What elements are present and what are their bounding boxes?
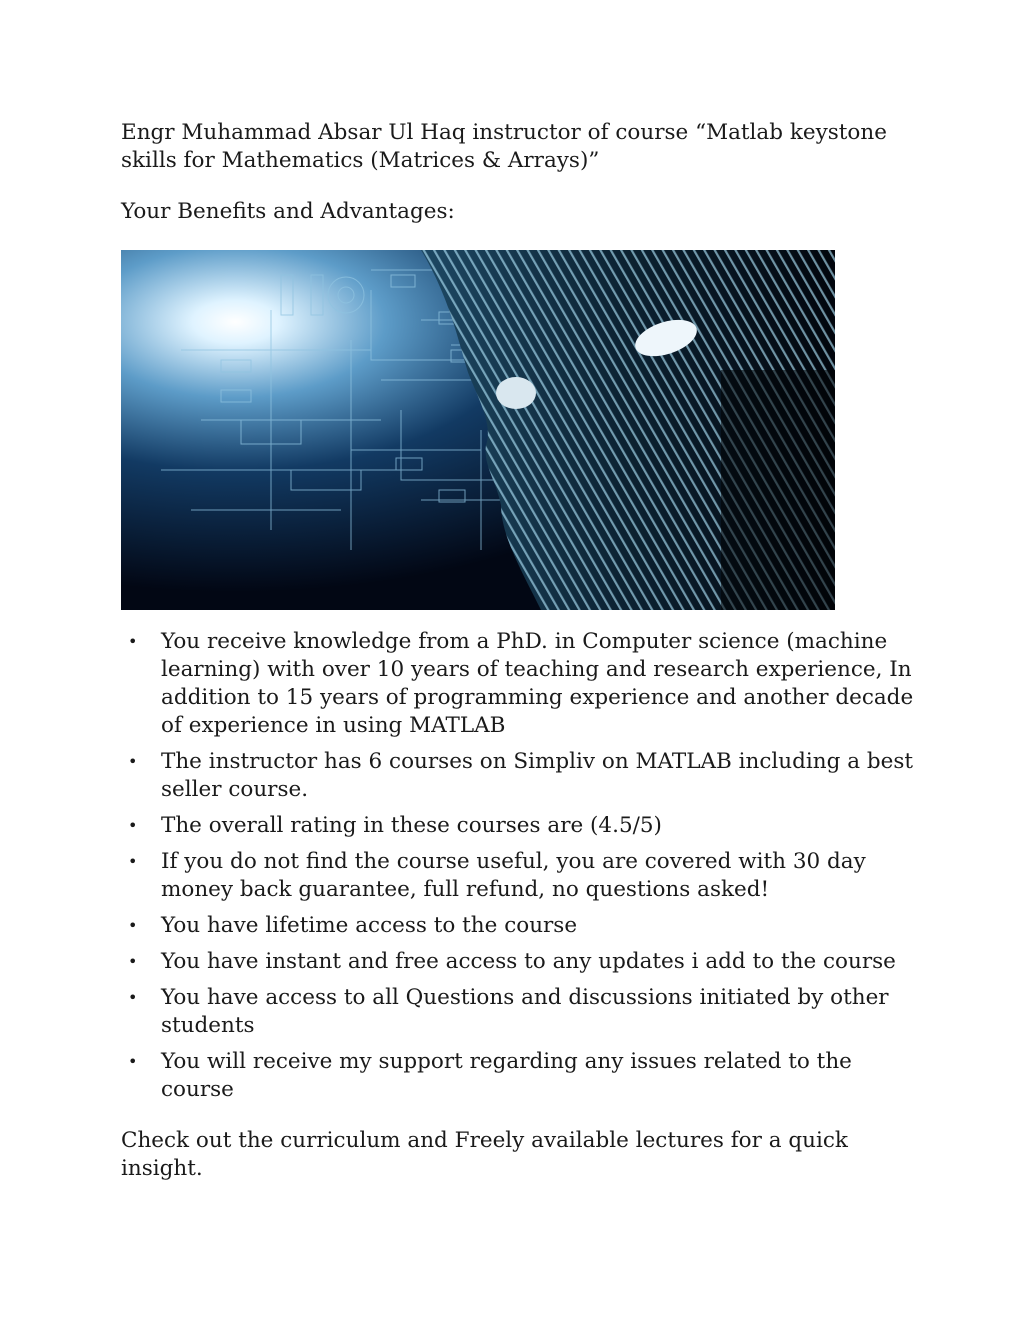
benefit-text: You have access to all Questions and discussions initiated by other students xyxy=(161,985,889,1038)
bullet-icon: • xyxy=(128,1052,138,1071)
list-item xyxy=(121,1048,921,1104)
list-item xyxy=(121,812,921,840)
benefit-text: The instructor has 6 courses on Simpliv on MATLAB including a best seller course. xyxy=(161,749,914,802)
benefits-heading: Your Benefits and Advantages: xyxy=(121,199,455,224)
bullet-icon: • xyxy=(128,632,138,651)
bullet-icon: • xyxy=(128,852,138,871)
list-item xyxy=(121,912,921,940)
list-item xyxy=(121,984,921,1040)
bullet-icon: • xyxy=(128,816,138,835)
bullet-icon: • xyxy=(128,988,138,1007)
list-item xyxy=(121,748,921,804)
bullet-icon: • xyxy=(128,952,138,971)
list-item xyxy=(121,628,921,740)
futuristic-face-circuit-icon xyxy=(121,250,835,610)
bullet-icon: • xyxy=(128,752,138,771)
benefits-list xyxy=(121,628,921,1112)
benefit-text: You will receive my support regarding any issues related to the course xyxy=(161,1049,852,1102)
list-item xyxy=(121,848,921,904)
hero-image xyxy=(121,250,835,610)
benefit-text: If you do not find the course useful, you are covered with 30 day money back guarantee, full refund, no questions asked! xyxy=(161,849,866,902)
intro-paragraph: Engr Muhammad Absar Ul Haq instructor of course “Matlab keystone skills for Mathematics (Matrices & Arrays)” xyxy=(121,120,887,173)
closing-paragraph: Check out the curriculum and Freely available lectures for a quick insight. xyxy=(121,1128,848,1181)
benefit-text: The overall rating in these courses are (4.5/5) xyxy=(161,813,662,838)
benefit-text: You receive knowledge from a PhD. in Computer science (machine learning) with over 10 years of teaching and research experience, In addition to 15 years of programming experience and another decade of experience in using MATLAB xyxy=(161,629,914,738)
benefit-text: You have instant and free access to any updates i add to the course xyxy=(161,949,896,974)
benefit-text: You have lifetime access to the course xyxy=(161,913,578,938)
list-item xyxy=(121,948,921,976)
bullet-icon: • xyxy=(128,916,138,935)
